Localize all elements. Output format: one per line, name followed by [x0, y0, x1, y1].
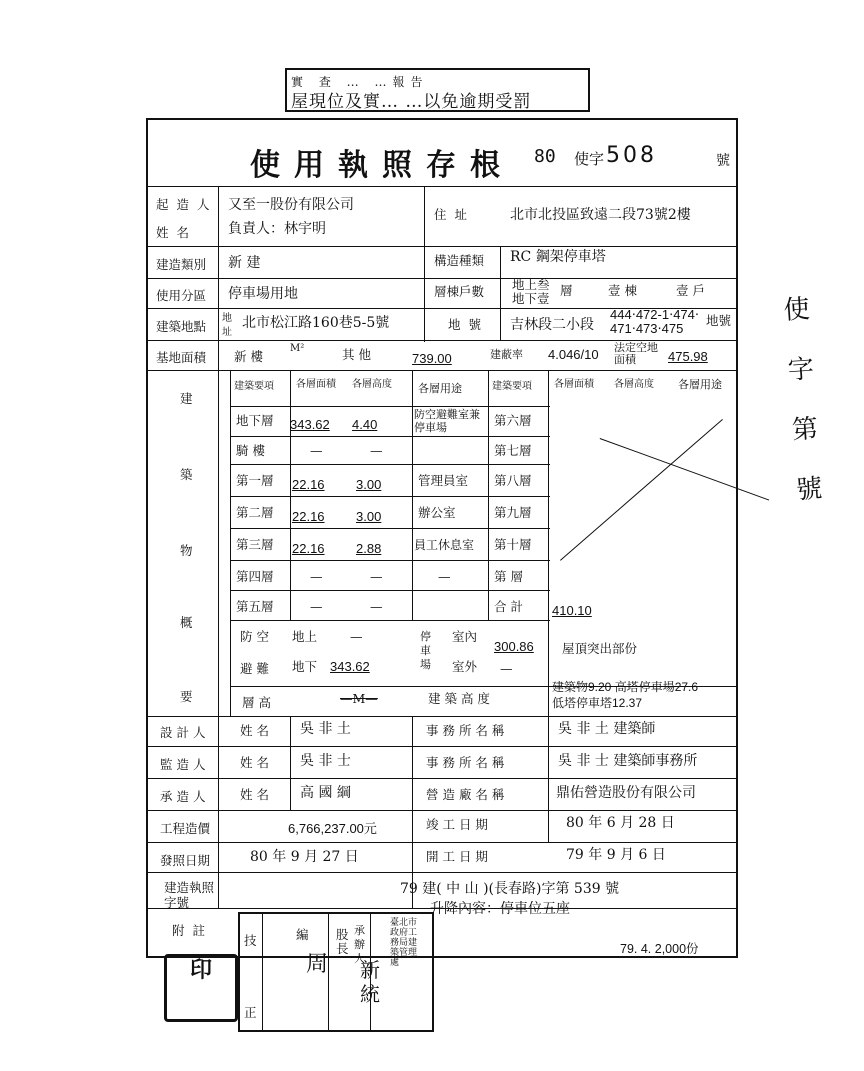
use-zone-label: 使用分區	[156, 288, 207, 303]
contractor-office: 鼎佑營造股份有限公司	[556, 785, 696, 801]
row-height-f1: 3.00	[356, 477, 382, 492]
issue-label: 發照日期	[160, 853, 211, 868]
print-code: 79. 4. 2,000份	[620, 942, 699, 956]
row-height-f4: —	[370, 569, 383, 584]
side-char-4: 概	[180, 615, 193, 630]
builder-company: 又至一股份有限公司	[228, 197, 354, 213]
sig-zheng: 正	[244, 1005, 257, 1020]
site-address: 北市松江路160巷5-5號	[242, 315, 390, 331]
total-area-value: 410.10	[552, 603, 592, 618]
lot-suffix: 地號	[706, 313, 732, 328]
completion-label: 竣 工 日 期	[426, 817, 488, 832]
designer-name-label: 姓 名	[240, 723, 269, 738]
unit-count: 壹 戶	[676, 283, 705, 298]
contractor-name-label: 姓 名	[240, 787, 269, 802]
stamp-line-1: 實 查 … …報告	[291, 75, 429, 89]
header-height-left: 各層高度	[352, 379, 392, 390]
side-char-2: 築	[180, 467, 193, 482]
shelter-label-2: 避 難	[240, 661, 269, 676]
start-date: 79 年 9 月 6 日	[566, 847, 666, 863]
open-space-label: 法定空地面積	[614, 341, 658, 366]
issue-date: 80 年 9 月 27 日	[250, 849, 359, 865]
coverage-label: 建蔽率	[490, 348, 523, 361]
row-area-b1: 343.62	[290, 417, 330, 432]
site-area-label: 基地面積	[156, 350, 207, 365]
row-height-f3: 2.88	[356, 541, 382, 556]
contractor-name: 高 國 綱	[300, 785, 351, 801]
side-char-1: 建	[180, 391, 193, 406]
header-height-right: 各層高度	[614, 379, 654, 390]
note-label: 附 註	[172, 923, 207, 938]
row-name-b1: 地下層	[236, 413, 274, 428]
permit-number: 508	[606, 143, 657, 168]
address-label: 住 址	[434, 207, 469, 222]
row-name-total: 合 計	[494, 599, 523, 614]
lot-label: 地 號	[448, 317, 483, 332]
stamp-line-2: 屋現位及實… …以免逾期受罰	[291, 92, 532, 112]
row-name-fx: 第 層	[494, 569, 523, 584]
overlap-fragment: 使 字 第 號	[782, 294, 824, 506]
m2-unit: M²	[290, 343, 305, 354]
shelter-below-label: 地下	[292, 659, 318, 674]
start-label: 開 工 日 期	[426, 849, 488, 864]
row-height-f5: —	[370, 599, 383, 614]
row-height-b1: 4.40	[352, 417, 378, 432]
designer-office-label: 事 務 所 名 稱	[426, 723, 505, 738]
name-label: 姓 名	[156, 225, 191, 240]
header-use-right: 各層用途	[678, 378, 722, 391]
form-title: 使用執照存根	[250, 148, 514, 183]
row-area-f4: —	[310, 569, 323, 584]
row-name-f5: 第五層	[236, 599, 274, 614]
row-name-f9: 第九層	[494, 505, 532, 520]
floor-height-label: 層 高	[242, 695, 271, 710]
builder-representative: 負責人：林宇明	[228, 221, 326, 237]
permit-year: 80	[534, 146, 556, 167]
structure-value: RC 鋼架停車塔	[510, 249, 606, 265]
signature-block	[238, 912, 434, 1032]
row-name-f7: 第七層	[494, 443, 532, 458]
row-name-f8: 第八層	[494, 473, 532, 488]
row-use-f3: 員工休息室	[414, 538, 475, 552]
floors-ceng: 層	[560, 283, 573, 298]
floors-label: 層棟戶數	[434, 284, 485, 299]
side-char-5: 要	[180, 689, 193, 704]
lot-numbers-1: 444‧472-1‧474‧	[610, 307, 700, 322]
sig-name-1: 周	[306, 952, 329, 977]
permit-value: 79 建( 中 山 )(長春路)字第 539 號	[400, 881, 620, 897]
shelter-label-1: 防 空	[240, 629, 269, 644]
roof-protrusion-label: 屋頂突出部份	[562, 641, 638, 656]
header-use-left: 各層用途	[418, 382, 462, 395]
category-value: 新 建	[228, 255, 261, 271]
other-label: 其 他	[342, 347, 371, 362]
row-use-f4: —	[438, 569, 451, 584]
note-value: 升降內容：停車位五座	[430, 901, 570, 917]
parking-outdoor-label: 室外	[452, 659, 478, 674]
designer-office: 吳 非 土 建築師	[558, 721, 656, 737]
row-area-f1: 22.16	[292, 477, 325, 492]
lot-numbers-2: 471‧473‧475	[610, 321, 684, 336]
completion-date: 80 年 6 月 28 日	[566, 815, 675, 831]
row-name-f2: 第二層	[236, 505, 274, 520]
supervisor-office: 吳 非 士 建築師事務所	[558, 753, 698, 769]
row-area-f2: 22.16	[292, 509, 325, 524]
lot-section: 吉林段二小段	[510, 317, 594, 333]
site-addr-label: 地址	[222, 313, 232, 338]
row-area-arcade: —	[310, 443, 323, 458]
designer-name: 吳 非 土	[300, 721, 351, 737]
sig-chief: 股長	[336, 927, 349, 956]
designer-label: 設 計 人	[160, 725, 206, 740]
building-height-label: 建 築 高 度	[428, 691, 490, 706]
cost-label: 工程造價	[160, 821, 211, 836]
sig-office-stamp: 臺北市政府工務局建築管理處	[390, 918, 418, 968]
seal-text: 印	[189, 957, 212, 983]
permit-suffix: 號	[716, 153, 730, 169]
header-item-left: 建築要項	[234, 381, 274, 392]
supervisor-office-label: 事 務 所 名 稱	[426, 755, 505, 770]
parking-indoor-label: 室內	[452, 629, 478, 644]
permit-label: 建造執照字號	[164, 880, 215, 910]
side-char-3: 物	[180, 543, 193, 558]
floors-above: 地上叁	[512, 277, 550, 292]
sig-handler: 承辦人	[354, 924, 365, 965]
parking-outdoor-value: —	[500, 661, 513, 676]
row-name-f1: 第一層	[236, 473, 274, 488]
row-use-f1: 管理員室	[418, 473, 469, 488]
site-label: 建築地點	[156, 319, 207, 334]
supervisor-name: 吳 非 士	[300, 753, 351, 769]
row-use-f2: 辦公室	[418, 505, 456, 520]
shelter-below-value: 343.62	[330, 659, 370, 674]
use-zone-value: 停車場用地	[228, 286, 298, 302]
sig-bian: 編	[296, 927, 309, 942]
header-item-right: 建築要項	[492, 381, 532, 392]
cost-value: 6,766,237.00元	[288, 821, 377, 836]
floors-below: 地下壹	[512, 291, 550, 306]
supervisor-label: 監 造 人	[160, 757, 206, 772]
new-building-label: 新 樓	[234, 349, 263, 364]
shelter-above-label: 地上	[292, 629, 318, 644]
parking-indoor-value: 300.86	[494, 639, 534, 654]
supervisor-name-label: 姓 名	[240, 755, 269, 770]
floor-height-value: —M—	[340, 691, 378, 706]
header-area-left: 各層面積	[296, 379, 336, 390]
row-use-b1: 防空避難室兼停車場	[414, 408, 480, 434]
contractor-office-label: 營 造 廠 名 稱	[426, 787, 505, 802]
site-area-value: 739.00	[412, 351, 452, 366]
header-area-right: 各層面積	[554, 379, 594, 390]
row-area-f3: 22.16	[292, 541, 325, 556]
contractor-label: 承 造 人	[160, 789, 206, 804]
row-name-f3: 第三層	[236, 537, 274, 552]
coverage-value: 4.046/10	[548, 347, 599, 362]
sig-tech: 技	[244, 933, 257, 948]
structure-label: 構造種類	[434, 253, 485, 268]
sig-name-2: 新統	[360, 958, 380, 1006]
row-height-arcade: —	[370, 443, 383, 458]
builder-label: 起 造 人	[156, 197, 212, 212]
building-count: 壹 棟	[608, 283, 637, 298]
row-name-f4: 第四層	[236, 569, 274, 584]
row-area-f5: —	[310, 599, 323, 614]
row-name-arcade: 騎 樓	[236, 443, 265, 458]
builder-address: 北市北投區致遠二段73號2樓	[510, 207, 691, 223]
row-name-f6: 第六層	[494, 413, 532, 428]
parking-label: 停車場	[420, 630, 431, 671]
overdue-notice-stamp	[285, 68, 590, 112]
building-height-2: 低塔停車塔12.37	[552, 696, 643, 710]
permit-char: 使字	[574, 150, 605, 168]
category-label: 建造類別	[156, 257, 207, 272]
row-name-f10: 第十層	[494, 537, 532, 552]
building-height-1: 建築物9.20 高塔停車場27.6	[552, 680, 699, 694]
row-height-f2: 3.00	[356, 509, 382, 524]
open-space-value: 475.98	[668, 349, 708, 364]
shelter-above-value: —	[350, 629, 363, 644]
square-seal-icon	[164, 954, 238, 1022]
